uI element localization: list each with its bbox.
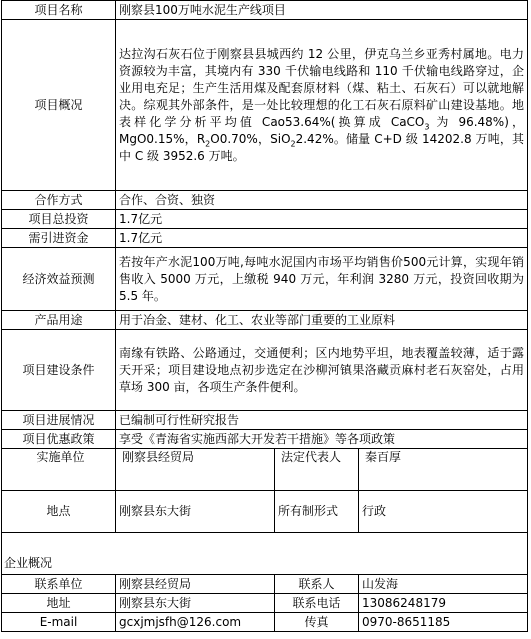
- cooperation-value: 合作、合资、独资: [116, 191, 528, 210]
- location-label: 地点: [2, 491, 116, 533]
- email-value: gcxjmjsfh@126.com: [116, 613, 275, 632]
- implementer-value: 刚察县经贸局: [116, 449, 275, 491]
- construction-value: 南缘有铁路、公路通过，交通便利；区内地势平坦，地表覆盖较薄，适于露天开采；项目建设地点初步选定在沙柳河镇果洛藏贡麻村老石灰窑处，占用草场 300 亩，各项生产条件便利。: [116, 330, 528, 411]
- email-label: E-mail: [2, 613, 116, 632]
- project-info-table: [1, 0, 528, 632]
- legal-rep-label: 法定代表人: [275, 449, 359, 491]
- row-cooperation: [2, 191, 528, 210]
- funds-needed-label: 需引进资金: [2, 229, 116, 248]
- preferential-value: 享受《青海省实施西部大开发若干措施》等各项政策: [116, 430, 528, 449]
- row-implementer: [2, 449, 528, 491]
- row-funds-needed: [2, 229, 528, 248]
- funds-needed-value: 1.7亿元: [116, 229, 528, 248]
- legal-rep-value: 秦百厚: [359, 449, 528, 491]
- overview-label: 项目概况: [2, 20, 116, 191]
- row-preferential: [2, 430, 528, 449]
- economic-forecast-label: 经济效益预测: [2, 248, 116, 311]
- row-product-use: [2, 311, 528, 330]
- row-contact-unit: [2, 575, 528, 594]
- overview-text: 达拉沟石灰石位于刚察县县城西约 12 公里，伊克乌兰乡亚秀村属地。电力资源较为丰富，其境内有 330 千伏输电线路和 110 千伏输电线路穿过，企业用电充足；生产生活用煤及配套原材料（煤、粘土、石灰石）可以就地解决。综观其外部条件，是一处比较理想的化工石灰石原料矿山建设基地。地表样化学分析平均值 Cao53.64%(换算成 CaCO$_3$ 为 96.48%)，MgO0.15%，$R_2O0.70\%$，SiO$_2$2.42%。储量 C+D 级 14202.8 万吨，其中 C 级 3952.6 万吨。: [116, 20, 528, 191]
- product-use-value: 用于冶金、建材、化工、农业等部门重要的工业原料: [116, 311, 528, 330]
- contact-person-value: 山发海: [359, 575, 528, 594]
- ownership-label: 所有制形式: [275, 491, 359, 533]
- ownership-value: 行政: [359, 491, 528, 533]
- row-project-name: [2, 1, 528, 20]
- implementer-label: 实施单位: [2, 449, 116, 491]
- fax-value: 0970-8651185: [359, 613, 528, 632]
- address-value: 刚察县东大街: [116, 594, 275, 613]
- product-use-label: 产品用途: [2, 311, 116, 330]
- total-investment-value: 1.7亿元: [116, 210, 528, 229]
- row-overview: [2, 20, 528, 191]
- row-address: [2, 594, 528, 613]
- address-label: 地址: [2, 594, 116, 613]
- contact-unit-value: 刚察县经贸局: [116, 575, 275, 594]
- phone-label: 联系电话: [275, 594, 359, 613]
- company-overview-label: 企业概况: [2, 533, 528, 575]
- row-email: [2, 613, 528, 632]
- fax-label: 传真: [275, 613, 359, 632]
- economic-forecast-value: 若按年产水泥100万吨,每吨水泥国内市场平均销售价500元计算，实现年销售收入 5000 万元，上缴税 940 万元，年利润 3280 万元，投资回收期为 5.5 年。: [116, 248, 528, 311]
- row-construction: [2, 330, 528, 411]
- row-company-overview: [2, 533, 528, 575]
- project-name-value: 刚察县100万吨水泥生产线项目: [116, 1, 528, 20]
- contact-person-label: 联系人: [275, 575, 359, 594]
- contact-unit-label: 联系单位: [2, 575, 116, 594]
- row-location: [2, 491, 528, 533]
- progress-value: 已编制可行性研究报告: [116, 411, 528, 430]
- row-progress: [2, 411, 528, 430]
- preferential-label: 项目优惠政策: [2, 430, 116, 449]
- progress-label: 项目进展情况: [2, 411, 116, 430]
- construction-label: 项目建设条件: [2, 330, 116, 411]
- location-value: 刚察县东大街: [116, 491, 275, 533]
- phone-value: 13086248179: [359, 594, 528, 613]
- row-total-investment: [2, 210, 528, 229]
- cooperation-label: 合作方式: [2, 191, 116, 210]
- total-investment-label: 项目总投资: [2, 210, 116, 229]
- project-name-label: 项目名称: [2, 1, 116, 20]
- row-economic-forecast: [2, 248, 528, 311]
